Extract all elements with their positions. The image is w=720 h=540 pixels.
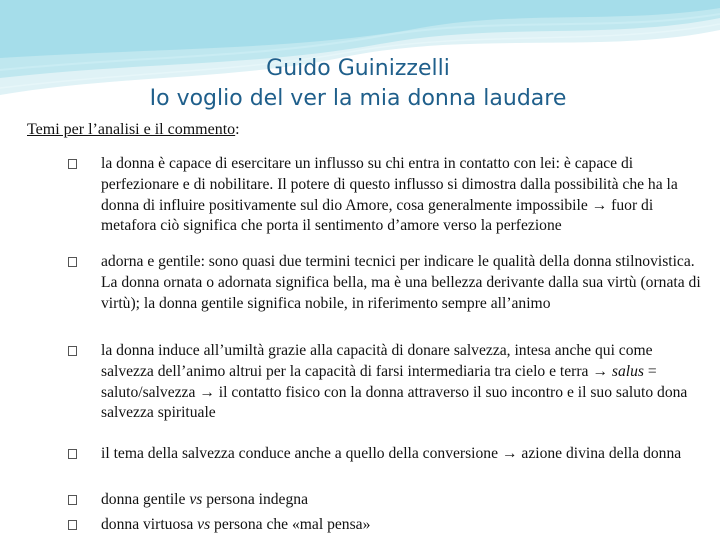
square-bullet-icon: [68, 495, 77, 505]
list-item-text: [101, 154, 701, 237]
square-bullet-icon: [68, 449, 77, 459]
text-run: donna virtuosa: [101, 516, 198, 533]
title-author: Guido Guinizzelli: [266, 56, 450, 81]
text-run: la donna induce all’umiltà grazie alla capacità di donare salvezza, intesa anche qui come salvezza dell’animo altrui per la capacità di farsi intermediaria tra cielo e terra →: [101, 342, 653, 380]
text-run: adorna e gentile: sono quasi due termini tecnici per indicare le qualità della donna stilnovistica. La donna ornata o adornata significa bella, ma è una bellezza derivante dalla sua virtù (ornata di virtù); la donna gentile significa nobile, in riferimento sempre all’animo: [101, 253, 701, 312]
text-run: persona che «mal pensa»: [210, 516, 371, 533]
text-run: la donna è capace di esercitare un influsso su chi entra in contatto con lei: è capace di perfezionare e di nobilitare. Il potere di questo influsso si dimostra dalla possibilità che ha la donna di influire positivamente sul dio Amore, cosa generalmente impossibile → fuor di metafora ciò significa che porta il sentimento d’amore verso la perfezione: [101, 155, 678, 235]
square-bullet-icon: [68, 257, 77, 267]
italic-term: vs: [197, 516, 211, 533]
square-bullet-icon: [68, 159, 77, 169]
subheading-colon: :: [235, 121, 240, 138]
text-run: = saluto/salvezza → il contatto fisico con la donna attraverso il suo incontro e il suo saluto dona salvezza spirituale: [101, 362, 688, 422]
italic-term: salus: [611, 362, 644, 380]
subheading: [27, 121, 240, 139]
list-item-text: [101, 252, 701, 314]
list-item-text: [101, 490, 701, 511]
list-item-text: [101, 444, 701, 465]
square-bullet-icon: [68, 346, 77, 356]
italic-term: vs: [189, 491, 203, 508]
title-poem: Io voglio del ver la mia donna laudare: [149, 86, 567, 111]
square-bullet-icon: [68, 520, 77, 530]
text-run: persona indegna: [202, 491, 308, 508]
list-item-text: [101, 515, 701, 536]
text-run: donna gentile: [101, 491, 190, 508]
slide-title: [0, 54, 716, 114]
list-item-text: [101, 341, 701, 424]
text-run: il tema della salvezza conduce anche a quello della conversione → azione divina della donna: [101, 445, 682, 462]
subheading-label: Temi per l’analisi e il commento: [27, 121, 236, 138]
